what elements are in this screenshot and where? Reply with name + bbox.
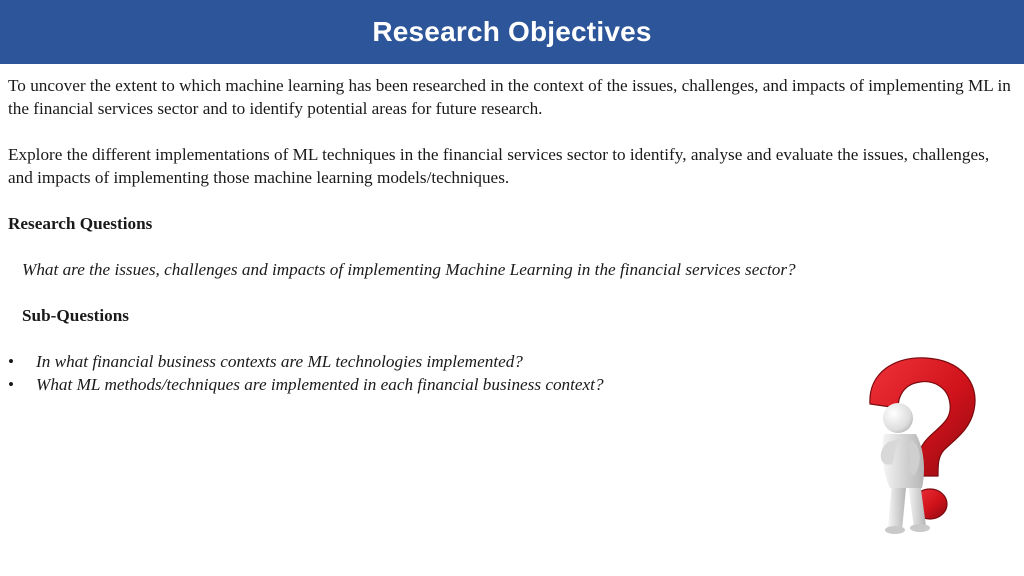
sub-questions-heading: Sub-Questions <box>22 306 129 325</box>
bullet-icon: • <box>8 375 15 394</box>
objective-paragraph-2: Explore the different implementations of ML techniques in the financial services sector to identify, analyse and evaluate the issues, challenges, and impacts of implementing those machine learning models/techniques. <box>8 145 990 187</box>
research-questions-heading: Research Questions <box>8 214 153 233</box>
title-bar <box>0 0 1024 64</box>
sub-question-text: In what financial business contexts are ML technologies implemented? <box>36 352 523 371</box>
main-research-question: What are the issues, challenges and impacts of implementing Machine Learning in the financial services sector? <box>22 260 796 279</box>
objective-paragraph-1: To uncover the extent to which machine learning has been researched in the context of the issues, challenges, and impacts of implementing ML in the financial services sector and to identify potential areas for future research. <box>8 76 1011 118</box>
bullet-icon: • <box>8 352 15 371</box>
slide-title: Research Objectives <box>372 16 652 47</box>
sub-question-text: What ML methods/techniques are implemented in each financial business context? <box>36 375 604 394</box>
slide-content <box>8 74 1018 396</box>
thinking-person-question-mark-icon <box>858 352 988 537</box>
